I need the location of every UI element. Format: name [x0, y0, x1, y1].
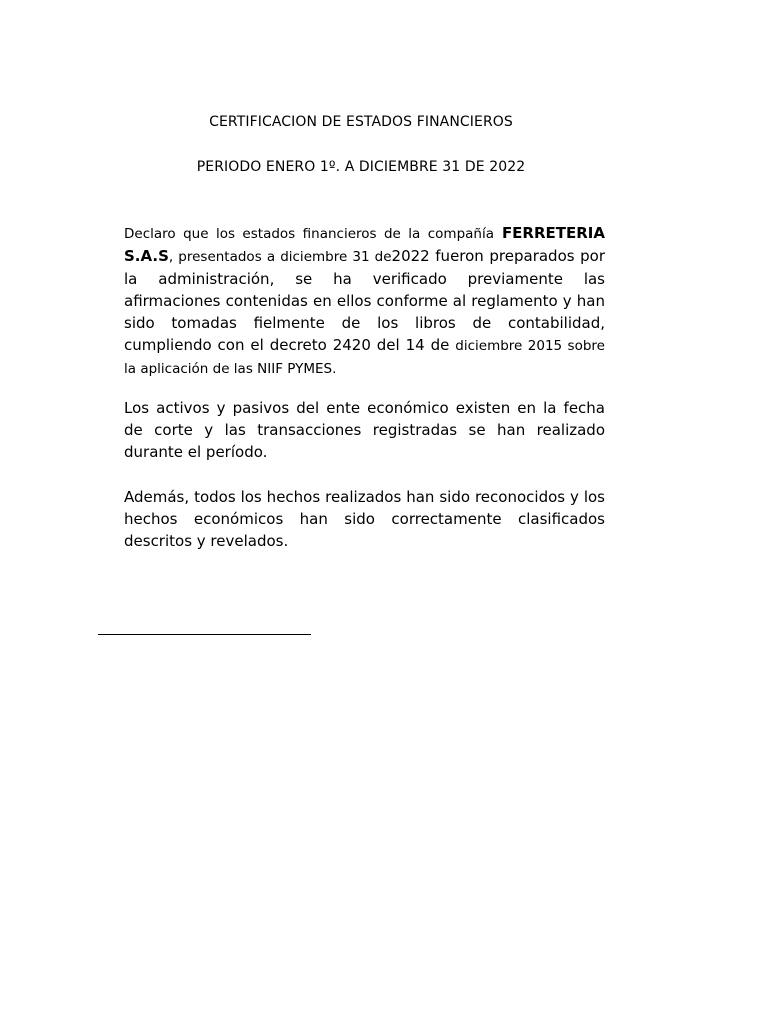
declaration-intro: Declaro que los estados financieros de la compañía — [124, 226, 495, 242]
declaration-date-text: , presentados a diciembre 31 de — [168, 249, 392, 265]
paragraph-assets: Los activos y pasivos del ente económico existen en la fecha de corte y las transacciones registradas se han realizado durante el período. — [124, 399, 605, 461]
declaration-body: 2022 fueron preparados por la administración, se ha verificado previamente las afirmaciones contenidas en ellos conforme al reglamento y han sido tomadas fielmente de los libros de contabilidad, cumpliendo con el decreto 2420 del 14 de — [124, 247, 605, 354]
document-period: PERIODO ENERO 1º. A DICIEMBRE 31 DE 2022 — [196, 159, 526, 175]
company-name: FERRETERIA S.A.S — [124, 224, 605, 265]
declaration-closing: diciembre 2015 sobre la aplicación de las NIIF PYMES. — [124, 338, 605, 377]
paragraph-declaration — [124, 222, 605, 380]
signature-line — [98, 634, 311, 635]
paragraph-facts: Además, todos los hechos realizados han sido reconocidos y los hechos económicos han sido correctamente clasificados descritos y revelados. — [124, 488, 605, 550]
document-title: CERTIFICACION DE ESTADOS FINANCIEROS — [209, 114, 513, 130]
